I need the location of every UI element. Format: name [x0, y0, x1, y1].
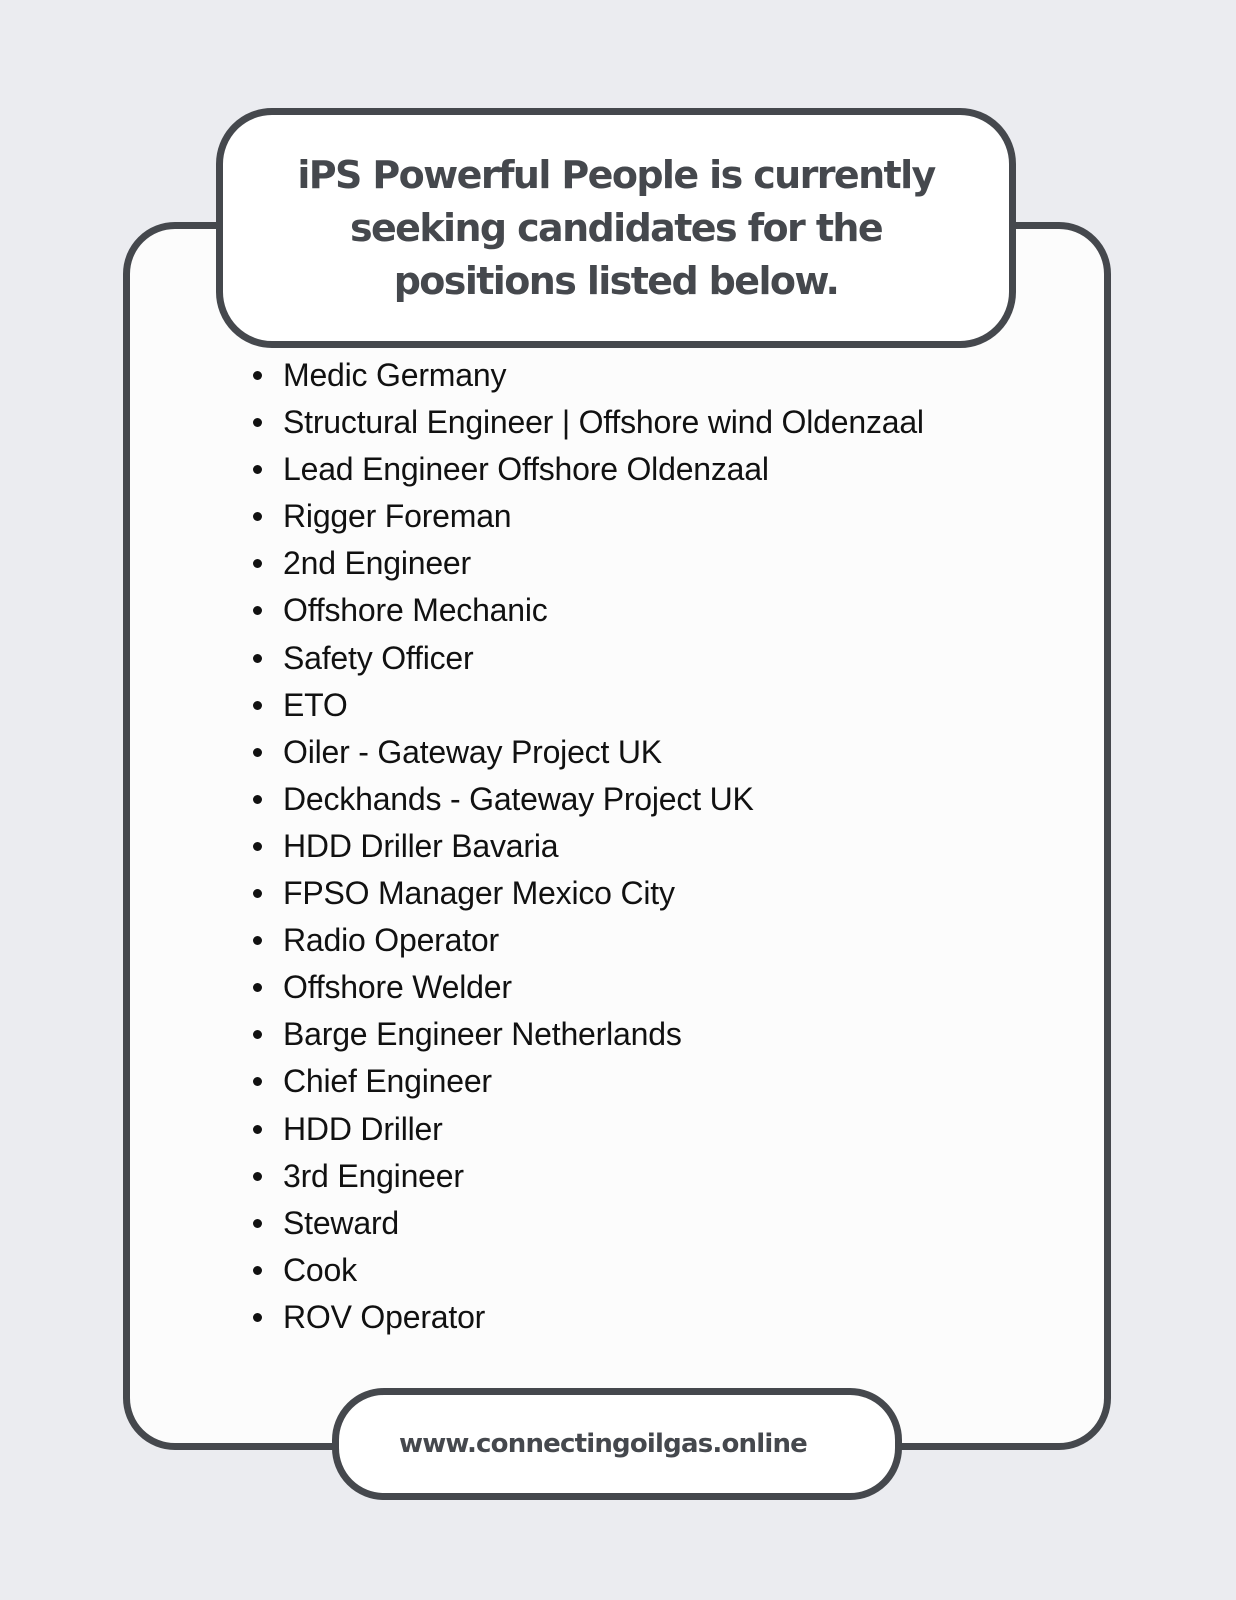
position-label: Medic Germany: [283, 357, 507, 393]
list-item: [250, 1106, 924, 1153]
list-item: [250, 635, 924, 682]
bullet-icon: [253, 842, 262, 851]
page-title: iPS Powerful People is currently seeking candidates for the positions listed below.: [297, 152, 935, 303]
list-item: [250, 682, 924, 729]
positions-list: [250, 352, 924, 1341]
bullet-icon: [253, 559, 262, 568]
position-label: Steward: [283, 1204, 399, 1241]
list-item: [250, 964, 924, 1011]
footer-box: [332, 1388, 902, 1500]
bullet-icon: [253, 1125, 262, 1134]
list-item: [250, 823, 924, 870]
list-item: [250, 1247, 924, 1294]
position-label: FPSO Manager Mexico City: [283, 875, 675, 912]
position-label: HDD Driller: [283, 1110, 443, 1147]
position-label: Radio Operator: [283, 922, 499, 959]
bullet-icon: [253, 1077, 262, 1086]
bullet-icon: [253, 418, 262, 427]
list-item: [250, 587, 924, 634]
list-item: [250, 1011, 924, 1058]
list-item: [250, 493, 924, 540]
position-label: ROV Operator: [283, 1298, 486, 1335]
position-label: Safety Officer: [283, 639, 474, 676]
header-box: [216, 108, 1016, 348]
list-item: [250, 1200, 924, 1247]
position-label: Offshore Mechanic: [283, 592, 548, 629]
list-item: [250, 352, 924, 399]
bullet-icon: [253, 1313, 262, 1322]
position-label: 2nd Engineer: [283, 545, 471, 582]
list-item: [250, 1058, 924, 1105]
position-label: Barge Engineer Netherlands: [283, 1016, 682, 1053]
bullet-icon: [253, 889, 262, 898]
position-label: Oiler - Gateway Project UK: [283, 733, 662, 770]
bullet-icon: [253, 795, 262, 804]
list-item: [250, 399, 924, 446]
bullet-icon: [253, 1172, 262, 1181]
position-label: Offshore Welder: [283, 969, 512, 1006]
bullet-icon: [253, 606, 262, 615]
list-item: [250, 870, 924, 917]
list-item: [250, 446, 924, 493]
position-label: 3rd Engineer: [283, 1157, 464, 1194]
bullet-icon: [253, 1219, 262, 1228]
bullet-icon: [253, 512, 262, 521]
bullet-icon: [253, 1266, 262, 1275]
website-link[interactable]: www.connectingoilgas.online: [398, 1429, 807, 1459]
bullet-icon: [253, 748, 262, 757]
position-label: Structural Engineer | Offshore wind Oldenzaal: [283, 404, 924, 441]
bullet-icon: [253, 465, 262, 474]
bullet-icon: [253, 936, 262, 945]
list-item: [250, 1294, 924, 1341]
position-label: Deckhands - Gateway Project UK: [283, 780, 754, 817]
list-item: [250, 1153, 924, 1200]
bullet-icon: [253, 654, 262, 663]
list-item: [250, 729, 924, 776]
list-item: [250, 540, 924, 587]
list-item: [250, 776, 924, 823]
bullet-icon: [253, 1030, 262, 1039]
position-label: HDD Driller Bavaria: [283, 827, 559, 864]
position-label: Chief Engineer: [283, 1063, 492, 1100]
bullet-icon: [253, 701, 262, 710]
position-label: Cook: [283, 1251, 357, 1288]
list-item: [250, 917, 924, 964]
position-label: Rigger Foreman: [283, 498, 512, 535]
position-label: Lead Engineer Offshore Oldenzaal: [283, 451, 769, 488]
bullet-icon: [253, 983, 262, 992]
position-label: ETO: [283, 686, 348, 723]
bullet-icon: [253, 371, 262, 380]
